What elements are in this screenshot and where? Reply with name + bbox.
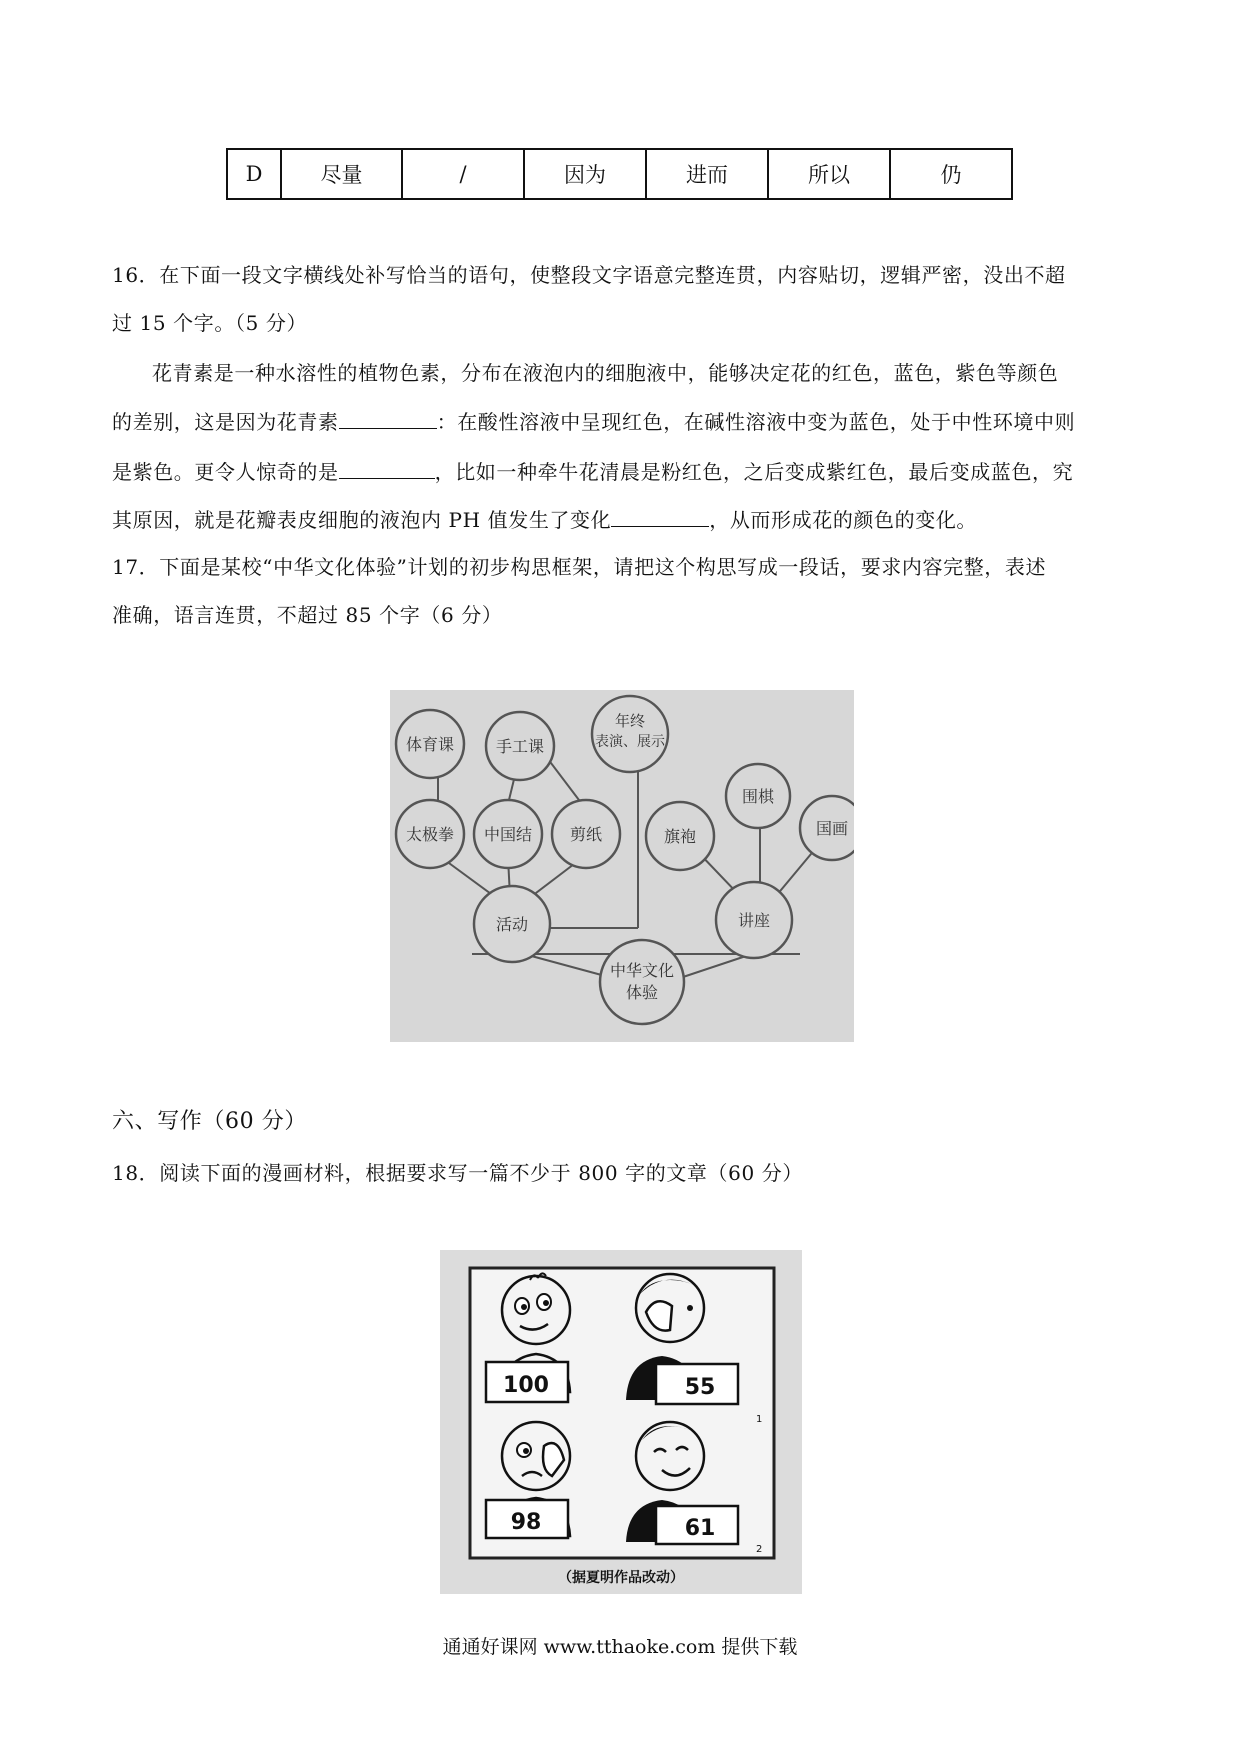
q16-passage-line3	[112, 454, 1132, 489]
score-98: 98	[510, 1510, 542, 1535]
node-show-line2: 表演、展示	[595, 734, 665, 750]
table-cell: /	[402, 149, 524, 199]
panel-number-2: 2	[756, 1544, 763, 1555]
q17-prompt-line2: 准确，语言连贯，不超过 85 个字（6 分）	[112, 603, 503, 627]
q16-passage-line4	[112, 502, 1132, 537]
node-papercut: 剪纸	[569, 825, 603, 844]
answer-option-table	[226, 148, 1013, 200]
table-cell: D	[227, 149, 281, 199]
node-craft: 手工课	[495, 737, 545, 756]
panel-number-1: 1	[756, 1414, 763, 1425]
node-knot: 中国结	[483, 825, 533, 844]
score-61: 61	[684, 1516, 716, 1541]
table-cell: 仍	[890, 149, 1012, 199]
table-cell: 所以	[768, 149, 890, 199]
answer-blank-2[interactable]	[339, 454, 435, 479]
framework-diagram-svg	[390, 690, 854, 1042]
node-taiji: 太极拳	[405, 825, 455, 844]
table-row	[227, 149, 1012, 199]
cartoon-image	[440, 1250, 802, 1594]
q16-passage-line2	[112, 404, 1132, 439]
page-footer: 通通好课网 www.tthaoke.com 提供下载	[442, 1636, 798, 1658]
q16-text: ：在酸性溶液中呈现红色，在碱性溶液中变为蓝色，处于中性环境中则	[436, 410, 1076, 434]
node-weiqi: 围棋	[741, 787, 775, 806]
q18-prompt: 18．阅读下面的漫画材料，根据要求写一篇不少于 800 字的文章（60 分）	[112, 1161, 803, 1185]
cartoon-caption: （据夏明作品改动）	[558, 1570, 684, 1586]
q17-prompt-line1: 17．下面是某校“中华文化体验”计划的初步构思框架，请把这个构思写成一段话，要求内容完整，表述	[112, 555, 1047, 579]
q16-prompt-line1: 16．在下面一段文字横线处补写恰当的语句，使整段文字语意完整连贯，内容贴切，逻辑严密，没出不超	[112, 263, 1066, 287]
answer-blank-3[interactable]	[611, 502, 709, 527]
node-guohua: 国画	[815, 819, 849, 838]
score-55: 55	[684, 1375, 716, 1400]
node-show-line1: 年终	[614, 712, 646, 730]
node-qipao: 旗袍	[663, 827, 697, 846]
answer-blank-1[interactable]	[339, 404, 437, 429]
q16-text: 其原因，就是花瓣表皮细胞的液泡内 PH 值发生了变化	[112, 508, 612, 532]
node-root-line2: 体验	[625, 983, 659, 1002]
q16-text: ，从而形成花的颜色的变化。	[709, 508, 978, 532]
node-pe: 体育课	[405, 735, 455, 754]
q16-prompt-line2: 过 15 个字。（5 分）	[112, 311, 308, 335]
node-activity: 活动	[495, 915, 529, 934]
table-cell: 因为	[524, 149, 646, 199]
section-heading: 六、写作（60 分）	[112, 1109, 307, 1134]
q16-text: ，比如一种牵牛花清晨是粉红色，之后变成紫红色，最后变成蓝色，究	[434, 460, 1074, 484]
q16-text: 是紫色。更令人惊奇的是	[112, 460, 339, 484]
framework-diagram	[390, 690, 854, 1042]
q16-text: 的差别，这是因为花青素	[112, 410, 339, 434]
node-root-line1: 中华文化	[609, 961, 675, 980]
node-lecture: 讲座	[737, 911, 771, 930]
table-cell: 尽量	[281, 149, 402, 199]
table-cell: 进而	[646, 149, 768, 199]
q16-passage-line1: 花青素是一种水溶性的植物色素，分布在液泡内的细胞液中，能够决定花的红色，蓝色，紫色等颜色	[152, 361, 1059, 385]
score-100: 100	[503, 1373, 549, 1398]
cartoon-svg	[440, 1250, 802, 1594]
